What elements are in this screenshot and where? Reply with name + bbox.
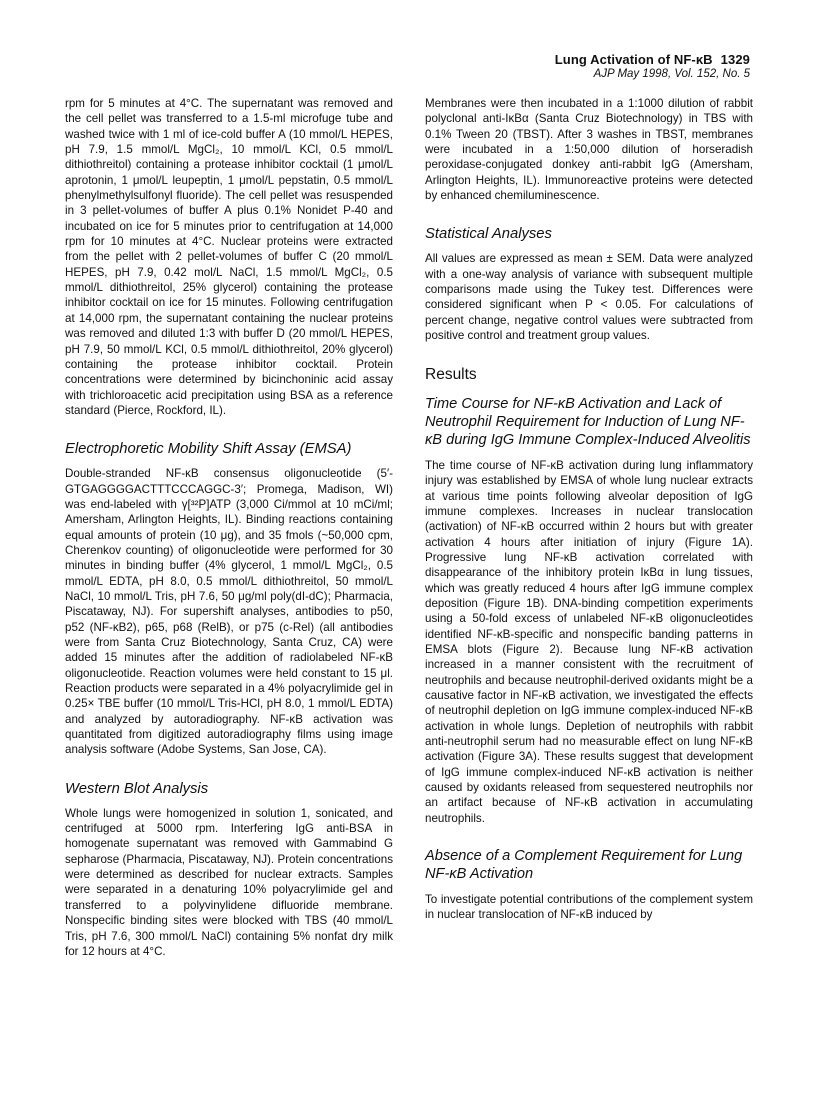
western-blot-continued-paragraph: Membranes were then incubated in a 1:1000 dilution of rabbit polyclonal anti-IκBα (Santa Cruz Biotechnology) in TBS with 0.1% Tween 20 (TBST). After 3 washes in TBST, membranes were incubated in a 1:50,000 dilution of horseradish peroxidase-conjugated donkey anti-rabbit IgG (Amersham, Arlington Heights, IL). Immunoreactive proteins were detected by enhanced chemiluminescence. (425, 97, 753, 203)
journal-citation: AJP May 1998, Vol. 152, No. 5 (593, 68, 750, 80)
results-heading: Results (425, 366, 477, 384)
western-blot-heading: Western Blot Analysis (65, 780, 209, 797)
right-column (425, 96, 753, 922)
statistical-analyses-paragraph: All values are expressed as mean ± SEM. Data were analyzed with a one-way analysis of variance with subsequent multiple comparisons made using the Tukey test. Differences were considered significant when P < 0.05. For calculations of percent change, negative control values were subtracted from positive control and treatment group values. (425, 252, 753, 343)
time-course-heading: Time Course for NF-κB Activation and Lack of Neutrophil Requirement for Induction of Lung NF-κB during IgG Immune Complex-Induced Alveolitis (425, 396, 751, 449)
complement-paragraph: To investigate potential contributions of the complement system in nuclear translocation of NF-κB induced by (425, 892, 753, 922)
emsa-heading: Electrophoretic Mobility Shift Assay (EMSA) (65, 441, 352, 458)
left-column (65, 96, 393, 959)
page-number: 1329 (720, 52, 750, 67)
nuclear-extract-paragraph: rpm for 5 minutes at 4°C. The supernatant was removed and the cell pellet was transferred to a 1.5-ml microfuge tube and washed twice with 1 ml of ice-cold buffer A (10 mmol/L HEPES, pH 7.9, 1.5 mmol/L MgCl₂, 10 mmol/L KCl, 0.5 mmol/L dithiothreitol) containing a protease inhibitor cocktail (1 μmol/L aprotonin, 1 μmol/L leupeptin, 1 μmol/L pepstatin, 0.5 mmol/L phenylmethylsulfonyl fluoride). The cell pellet was resuspended in 3 pellet-volumes of buffer A plus 0.1% Nonidet P-40 and incubated on ice for 5 minutes prior to centrifugation at 14,000 rpm for 10 minutes at 4°C. Nuclear proteins were extracted from the pellet with 2 pellet-volumes of buffer C (20 mmol/L HEPES, pH 7.9, 0.42 mol/L NaCl, 1.5 mmol/L MgCl₂, 0.5 mmol/L dithiothreitol, 25% glycerol) containing the protease inhibitor cocktail on ice for 15 minutes. Following centrifugation at 14,000 rpm, the supernatant containing the nuclear proteins was removed and diluted 1:3 with buffer D (20 mmol/L HEPES, pH 7.9, 50 mmol/L KCl, 0.5 mmol/L dithiothreitol, 20% glycerol) containing the protease inhibitor cocktail. Protein concentrations were determined by bicinchoninic acid assay with trichloroacetic acid precipitation using BSA as a reference standard (Pierce, Rockford, IL). (65, 97, 393, 417)
running-title: Lung Activation of NF-κB (554, 52, 713, 67)
complement-heading: Absence of a Complement Requirement for Lung NF-κB Activation (425, 848, 743, 882)
time-course-paragraph: The time course of NF-κB activation during lung inflammatory injury was established by EMSA of whole lung nuclear extracts at various time points following alveolar deposition of IgG immune complexes. Increases in nuclear translocation (activation) of NF-κB occurred within 2 hours but with greater activation 4 hours after initiation of injury (Figure 1A). Progressive lung NF-κB activation correlated with disappearance of the inhibitory protein IκBα in lung tissues, which was greatly reduced 4 hours after IgG immune complex deposition (Figure 1B). DNA-binding competition experiments using a 50-fold excess of unlabeled NF-κB oligonucleotides identified NF-κB-specific and nonspecific banding patterns in EMSA blots (Figure 2). Because lung NF-κB activation increased in a manner consistent with the recruitment of neutrophils and because neutrophil-derived oxidants might be a causative factor in NF-κB activation, we investigated the effects of neutrophil depletion on IgG immune complex-induced NF-κB activation in whole lungs. Depletion of neutrophils with rabbit anti-neutrophil serum had no measurable effect on lung NF-κB activation (Figure 3A). These results suggest that development of IgG immune complex-induced NF-κB activation is neither caused by oxidants released from sequestered neutrophils nor an artifact because of NF-κB activation in accumulating neutrophils. (425, 458, 753, 825)
statistical-analyses-heading: Statistical Analyses (425, 226, 552, 243)
western-blot-paragraph: Whole lungs were homogenized in solution 1, sonicated, and centrifuged at 5000 rpm. Interfering IgG anti-BSA in homogenate supernatant was removed with Gammabind G sepharose (Pharmacia, Piscataway, NJ). Protein concentrations were determined as described for nuclear extracts. Samples were separated in a denaturing 10% polyacrylimide gel and transferred to a polyvinylidene difluoride membrane. Nonspecific binding sites were blocked with TBS (40 mmol/L Tris, pH 7.6, 300 mmol/L NaCl) containing 5% nonfat dry milk for 12 hours at 4°C. (65, 806, 393, 958)
emsa-paragraph: Double-stranded NF-κB consensus oligonucleotide (5′-GTGAGGGGACTTTCCCAGGC-3′; Promega, Madison, WI) was end-labeled with γ[³²P]ATP (3,000 Ci/mmol at 10 mCi/ml; Amersham, Arlington Heights, IL). Binding reactions containing equal amounts of protein (10 μg), and 35 fmols (~50,000 cpm, Cherenkov counting) of oligonucleotide were performed for 30 minutes in binding buffer (4% glycerol, 1 mmol/L MgCl₂, 0.5 mmol/L EDTA, pH 8.0, 0.5 mmol/L dithiothreitol, 50 mmol/L NaCl, 10 mmol/L Tris, pH 7.6, 50 μg/ml poly(dI-dC); Pharmacia, Piscataway, NJ). For supershift analyses, antibodies to p50, p52 (NF-κB2), p65, p68 (RelB), or p75 (c-Rel) (all antibodies were from Santa Cruz Biotechnology, Santa Cruz, CA) were added 15 minutes after the addition of radiolabeled NF-κB oligonucleotide. Reaction volumes were held constant to 15 μl. Reaction products were separated in a 4% polyacrylimide gel in 0.25× TBE buffer (10 mmol/L Tris-HCl, pH 8.0, 1 mmol/L EDTA) and analyzed by autoradiography. NF-κB activation was quantitated from digitized autoradiography films using image analysis software (Adobe Systems, San Jose, CA). (65, 467, 393, 757)
running-header (555, 52, 750, 80)
